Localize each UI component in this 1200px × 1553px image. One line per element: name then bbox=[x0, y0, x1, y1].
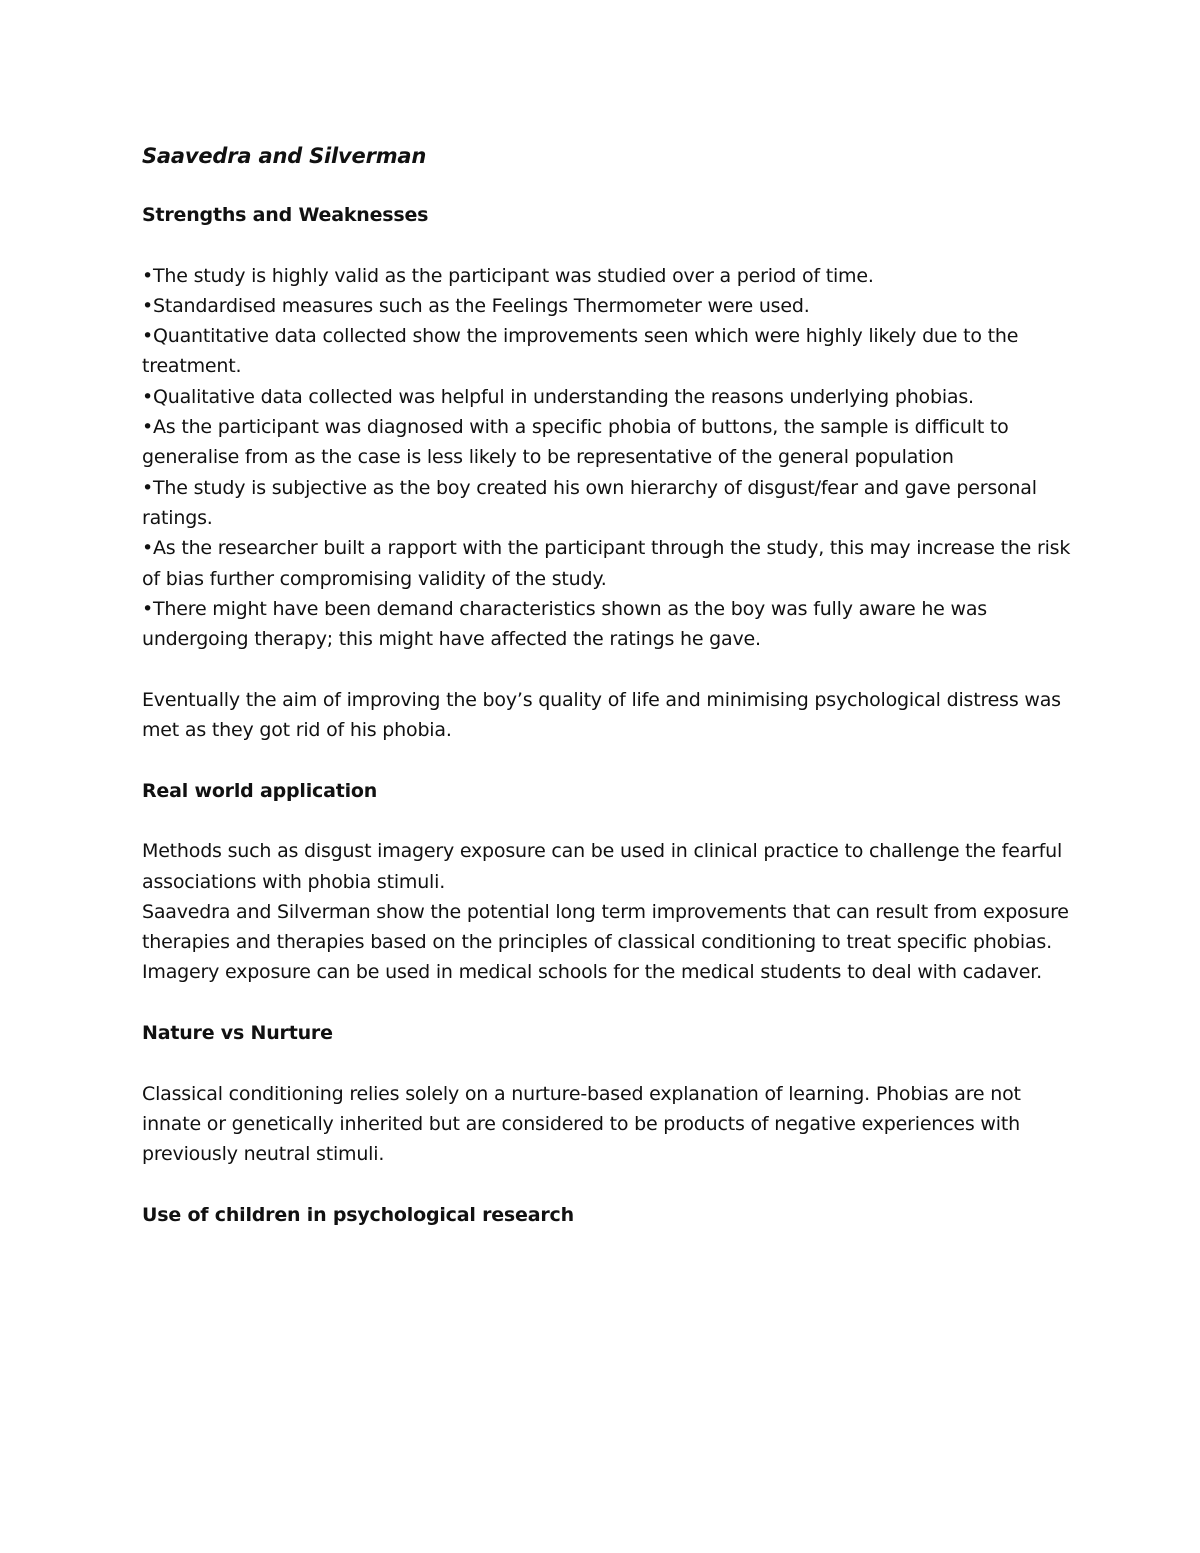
spacer bbox=[142, 1048, 1072, 1078]
spacer bbox=[142, 988, 1072, 1018]
spacer bbox=[142, 654, 1072, 684]
list-item: •The study is subjective as the boy created his own hierarchy of disgust/fear and gave personal ratings. bbox=[142, 476, 1037, 529]
application-paragraph: Imagery exposure can be used in medical schools for the medical students to deal with cadaver. bbox=[142, 961, 1042, 984]
spacer bbox=[142, 230, 1072, 260]
list-item: •Standardised measures such as the Feelings Thermometer were used. bbox=[142, 294, 810, 317]
nature-paragraph: Classical conditioning relies solely on a nurture-based explanation of learning. Phobias are not innate or genetically inherited but are considered to be products of negative experiences with previously neutral stimuli. bbox=[142, 1082, 1021, 1166]
application-paragraph: Methods such as disgust imagery exposure can be used in clinical practice to challenge the fearful associations with phobia stimuli. bbox=[142, 840, 1063, 893]
spacer bbox=[142, 174, 1072, 200]
document-body bbox=[142, 138, 1072, 1230]
strengths-weaknesses-list bbox=[142, 261, 1072, 655]
spacer bbox=[142, 806, 1072, 836]
spacer bbox=[142, 1170, 1072, 1200]
list-item: •As the participant was diagnosed with a specific phobia of buttons, the sample is difficult to generalise from as the case is less likely to be representative of the general population bbox=[142, 416, 1009, 469]
application-paragraph: Saavedra and Silverman show the potential long term improvements that can result from exposure therapies and therapies based on the principles of classical conditioning to treat specific phobias. bbox=[142, 900, 1069, 954]
spacer bbox=[142, 745, 1072, 775]
list-item: •Quantitative data collected show the improvements seen which were highly likely due to the treatment. bbox=[142, 325, 1019, 378]
heading-use-of-children: Use of children in psychological research bbox=[142, 1203, 574, 1226]
heading-nature-vs-nurture: Nature vs Nurture bbox=[142, 1022, 333, 1045]
document-title: Saavedra and Silverman bbox=[142, 144, 427, 168]
list-item: •As the researcher built a rapport with the participant through the study, this may increase the risk of bias further compromising validity of the study. bbox=[142, 537, 1071, 590]
conclusion-paragraph: Eventually the aim of improving the boy’s quality of life and minimising psychological distress was met as they got rid of his phobia. bbox=[142, 688, 1061, 742]
list-item: •There might have been demand characteristics shown as the boy was fully aware he was undergoing therapy; this might have affected the ratings he gave. bbox=[142, 597, 987, 651]
list-item: •Qualitative data collected was helpful in understanding the reasons underlying phobias. bbox=[142, 385, 974, 408]
list-item: •The study is highly valid as the participant was studied over a period of time. bbox=[142, 264, 874, 287]
heading-real-world-application: Real world application bbox=[142, 779, 378, 802]
heading-strengths-weaknesses: Strengths and Weaknesses bbox=[142, 204, 429, 226]
